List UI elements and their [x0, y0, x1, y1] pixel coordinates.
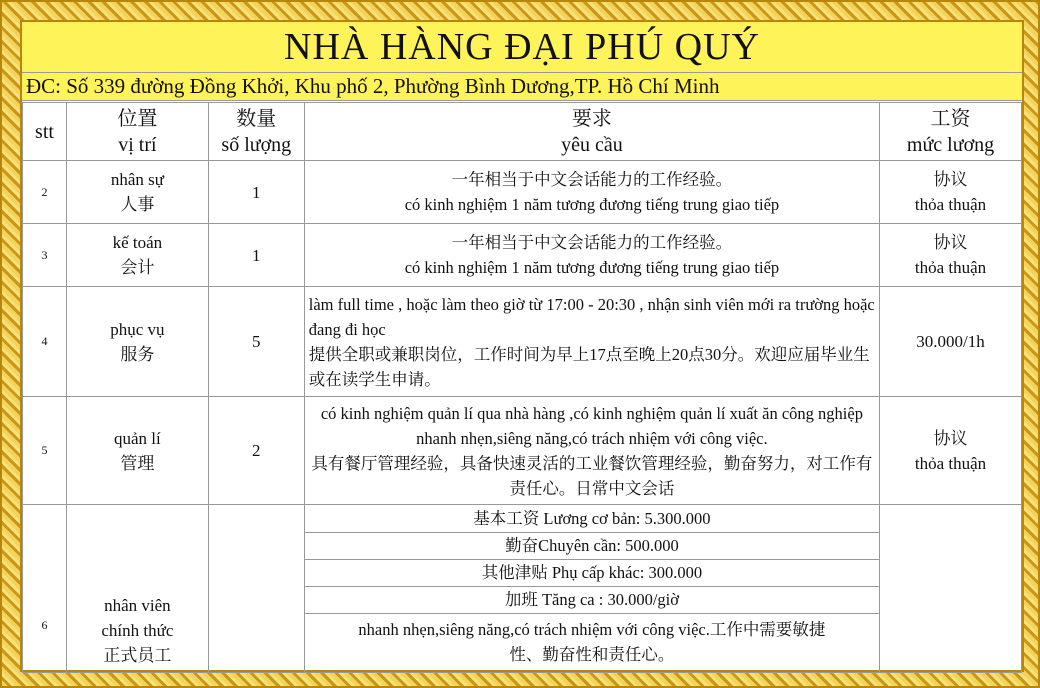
requirement-text: 性、勤奋性和责任心。 — [509, 645, 675, 665]
requirement-line: làm full time , hoặc làm theo giờ từ 17:00 - 20:30 , nhận sinh viên mới ra trường hoặc đang đi học — [308, 294, 875, 339]
restaurant-title: NHÀ HÀNG ĐẠI PHÚ QUÝ — [22, 22, 1022, 73]
requirement-line — [305, 613, 879, 671]
row-requirements — [304, 161, 879, 224]
base-salary: 基本工资 Lương cơ bản: 5.300.000 — [305, 505, 879, 532]
row-salary — [880, 505, 1022, 673]
salary-zh: 协议 — [933, 233, 968, 252]
other-allowance: 其他津贴 Phụ cấp khác: 300.000 — [305, 559, 879, 586]
requirement-text: nhanh nhẹn,siêng năng,có trách nhiệm với công việc.工作中需要敏捷 — [358, 620, 826, 640]
row-stt: 5 — [23, 397, 67, 505]
requirement-line: có kinh nghiệm quản lí qua nhà hàng ,có kinh nghiệm quản lí xuất ăn công nghiệp nhanh nhẹn,siêng năng,có trách nhiệm với công việc. — [320, 403, 863, 448]
salary-breakdown — [305, 505, 879, 671]
row-stt: 6 — [23, 505, 67, 673]
job-posting-sheet — [20, 20, 1024, 672]
header-quantity — [208, 103, 304, 161]
header-position-vi: vị trí — [118, 133, 157, 156]
row-requirements — [304, 397, 879, 505]
row-position — [66, 397, 208, 505]
position-vi: nhân viên — [104, 596, 171, 615]
position-zh: 会计 — [120, 258, 155, 277]
position-zh: 服务 — [120, 344, 155, 364]
row-salary — [880, 224, 1022, 287]
row-stt: 4 — [23, 287, 67, 397]
salary-vi: thỏa thuận — [914, 453, 987, 473]
header-position-zh: 位置 — [117, 107, 158, 130]
row-position — [66, 224, 208, 287]
position-zh: 人事 — [120, 195, 155, 214]
header-requirements — [304, 103, 879, 161]
overtime-rate: 加班 Tăng ca : 30.000/giờ — [305, 586, 879, 613]
requirement-line: 具有餐厅管理经验，具备快速灵活的工业餐饮管理经验，勤奋努力，对工作有责任心。日常中文会话 — [311, 453, 873, 498]
row-quantity: 5 — [208, 287, 304, 397]
header-salary — [880, 103, 1022, 161]
salary-vi: thỏa thuận — [914, 258, 987, 277]
table-row — [23, 505, 1022, 673]
position-vi: nhân sự — [110, 170, 164, 189]
header-quantity-zh: 数量 — [236, 107, 277, 130]
requirement-line: có kinh nghiệm 1 năm tương đương tiếng trung giao tiếp — [404, 195, 780, 214]
row-position — [66, 287, 208, 397]
position-vi: kế toán — [112, 233, 163, 252]
row-position — [66, 161, 208, 224]
row-position — [66, 505, 208, 673]
diligence-allowance: 勤奋Chuyên cần: 500.000 — [305, 532, 879, 559]
row-quantity: 1 — [208, 224, 304, 287]
header-salary-zh: 工资 — [930, 107, 971, 130]
row-salary — [880, 397, 1022, 505]
row-requirements — [304, 505, 879, 673]
position-vi: chính thức — [101, 621, 174, 640]
requirement-line: 提供全职或兼职岗位，工作时间为早上17点至晚上20点30分。欢迎应届毕业生或在读学生申请。 — [308, 344, 870, 389]
salary-zh: 协议 — [933, 170, 968, 189]
row-quantity — [208, 505, 304, 673]
salary-vi: thỏa thuận — [914, 195, 987, 214]
position-zh: 正式员工 — [103, 646, 172, 665]
job-table — [22, 102, 1022, 673]
header-requirements-zh: 要求 — [571, 107, 612, 130]
requirement-line: 一年相当于中文会话能力的工作经验。 — [451, 170, 733, 189]
header-requirements-vi: yêu cầu — [561, 133, 623, 156]
header-quantity-vi: số lượng — [221, 133, 292, 156]
restaurant-address: ĐC: Số 339 đường Đồng Khởi, Khu phố 2, Phường Bình Dương,TP. Hồ Chí Minh — [22, 73, 1022, 101]
table-row — [23, 161, 1022, 224]
position-zh: 管理 — [120, 453, 155, 473]
requirement-line: có kinh nghiệm 1 năm tương đương tiếng trung giao tiếp — [404, 258, 780, 277]
header-salary-vi: mức lương — [906, 133, 995, 156]
requirement-line: 一年相当于中文会话能力的工作经验。 — [451, 233, 733, 252]
header-row — [23, 103, 1022, 161]
row-quantity: 1 — [208, 161, 304, 224]
row-salary: 30.000/1h — [880, 287, 1022, 397]
header-position — [66, 103, 208, 161]
table-row — [23, 224, 1022, 287]
row-quantity: 2 — [208, 397, 304, 505]
header-stt: stt — [23, 103, 67, 161]
position-vi: quản lí — [114, 428, 161, 448]
row-requirements — [304, 287, 879, 397]
row-stt: 3 — [23, 224, 67, 287]
position-vi: phục vụ — [110, 319, 165, 339]
salary-zh: 协议 — [933, 428, 968, 448]
row-requirements — [304, 224, 879, 287]
table-row — [23, 287, 1022, 397]
row-stt: 2 — [23, 161, 67, 224]
row-salary — [880, 161, 1022, 224]
table-row — [23, 397, 1022, 505]
